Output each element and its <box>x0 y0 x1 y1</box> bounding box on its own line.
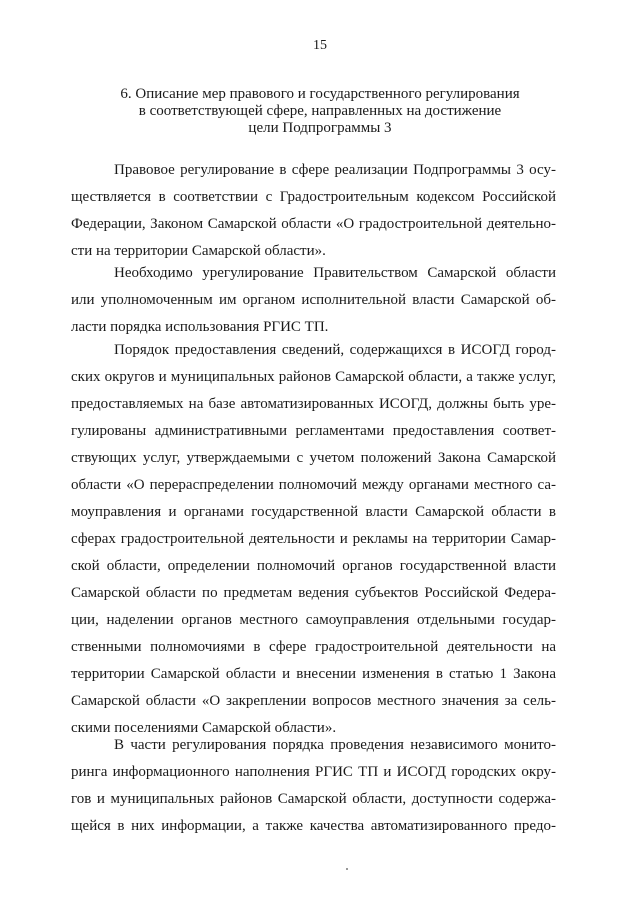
heading-line: 6. Описание мер правового и государственного регулирования <box>120 86 520 102</box>
section-heading <box>70 86 570 137</box>
text-line: Самарской области по предметам ведения субъектов Российской Федера- <box>71 585 556 601</box>
text-line: Необходимо урегулирование Правительством Самарской области <box>114 265 556 281</box>
text-line: гов и муниципальных районов Самарской области, доступности содержа- <box>71 791 556 807</box>
text-line: ственными полномочиями в сфере градостроительной деятельности на <box>71 639 556 655</box>
text-line: Самарской области «О закреплении вопросов местного значения за сель- <box>71 693 556 709</box>
text-line: моуправления и органами государственной власти Самарской области в <box>71 504 556 520</box>
text-line: ласти порядка использования РГИС ТП. <box>71 319 329 335</box>
text-line: предоставляемых на базе автоматизированных ИСОГД, должны быть уре- <box>71 396 556 412</box>
page-number: 15 <box>313 38 327 53</box>
text-line: или уполномоченным им органом исполнительной власти Самарской об- <box>71 292 556 308</box>
text-line: гулированы административными регламентами предоставления соответ- <box>71 423 556 439</box>
text-line: щейся в них информации, а также качества автоматизированного предо- <box>71 818 556 834</box>
scan-dot <box>346 868 348 870</box>
paragraph-procedure <box>71 337 556 742</box>
text-line: сферах градостроительной деятельности и рекламы на территории Самар- <box>71 531 556 547</box>
paragraph-legal-basis <box>71 157 556 265</box>
paragraph-regulation-need <box>71 260 556 341</box>
text-line: скими поселениями Самарской области». <box>71 720 337 736</box>
text-line: ствующих услуг, утверждаемыми с учетом положений Закона Самарской <box>71 450 556 466</box>
text-line: ции, наделении органов местного самоуправления отдельными государ- <box>71 612 556 628</box>
text-line: области «О перераспределении полномочий между органами местного са- <box>71 477 556 493</box>
text-line: Правовое регулирование в сфере реализации Подпрограммы 3 осу- <box>114 162 556 178</box>
paragraph-monitoring <box>71 732 556 840</box>
text-line: В части регулирования порядка проведения независимого монито- <box>114 737 556 753</box>
text-line: сти на территории Самарской области». <box>71 243 326 259</box>
text-line: Порядок предоставления сведений, содержащихся в ИСОГД город- <box>114 342 556 358</box>
text-line: территории Самарской области и внесении изменения в статью 1 Закона <box>71 666 556 682</box>
heading-line: цели Подпрограммы 3 <box>248 120 392 136</box>
text-line: ской области, определении полномочий органов государственной власти <box>71 558 556 574</box>
heading-line: в соответствующей сфере, направленных на достижение <box>138 103 502 119</box>
text-line: ринга информационного наполнения РГИС ТП и ИСОГД городских окру- <box>71 764 556 780</box>
text-line: ществляется в соответствии с Градостроительным кодексом Российской <box>71 189 556 205</box>
text-line: Федерации, Законом Самарской области «О градостроительной деятельно- <box>71 216 556 232</box>
text-line: ских округов и муниципальных районов Самарской области, а также услуг, <box>71 369 556 385</box>
